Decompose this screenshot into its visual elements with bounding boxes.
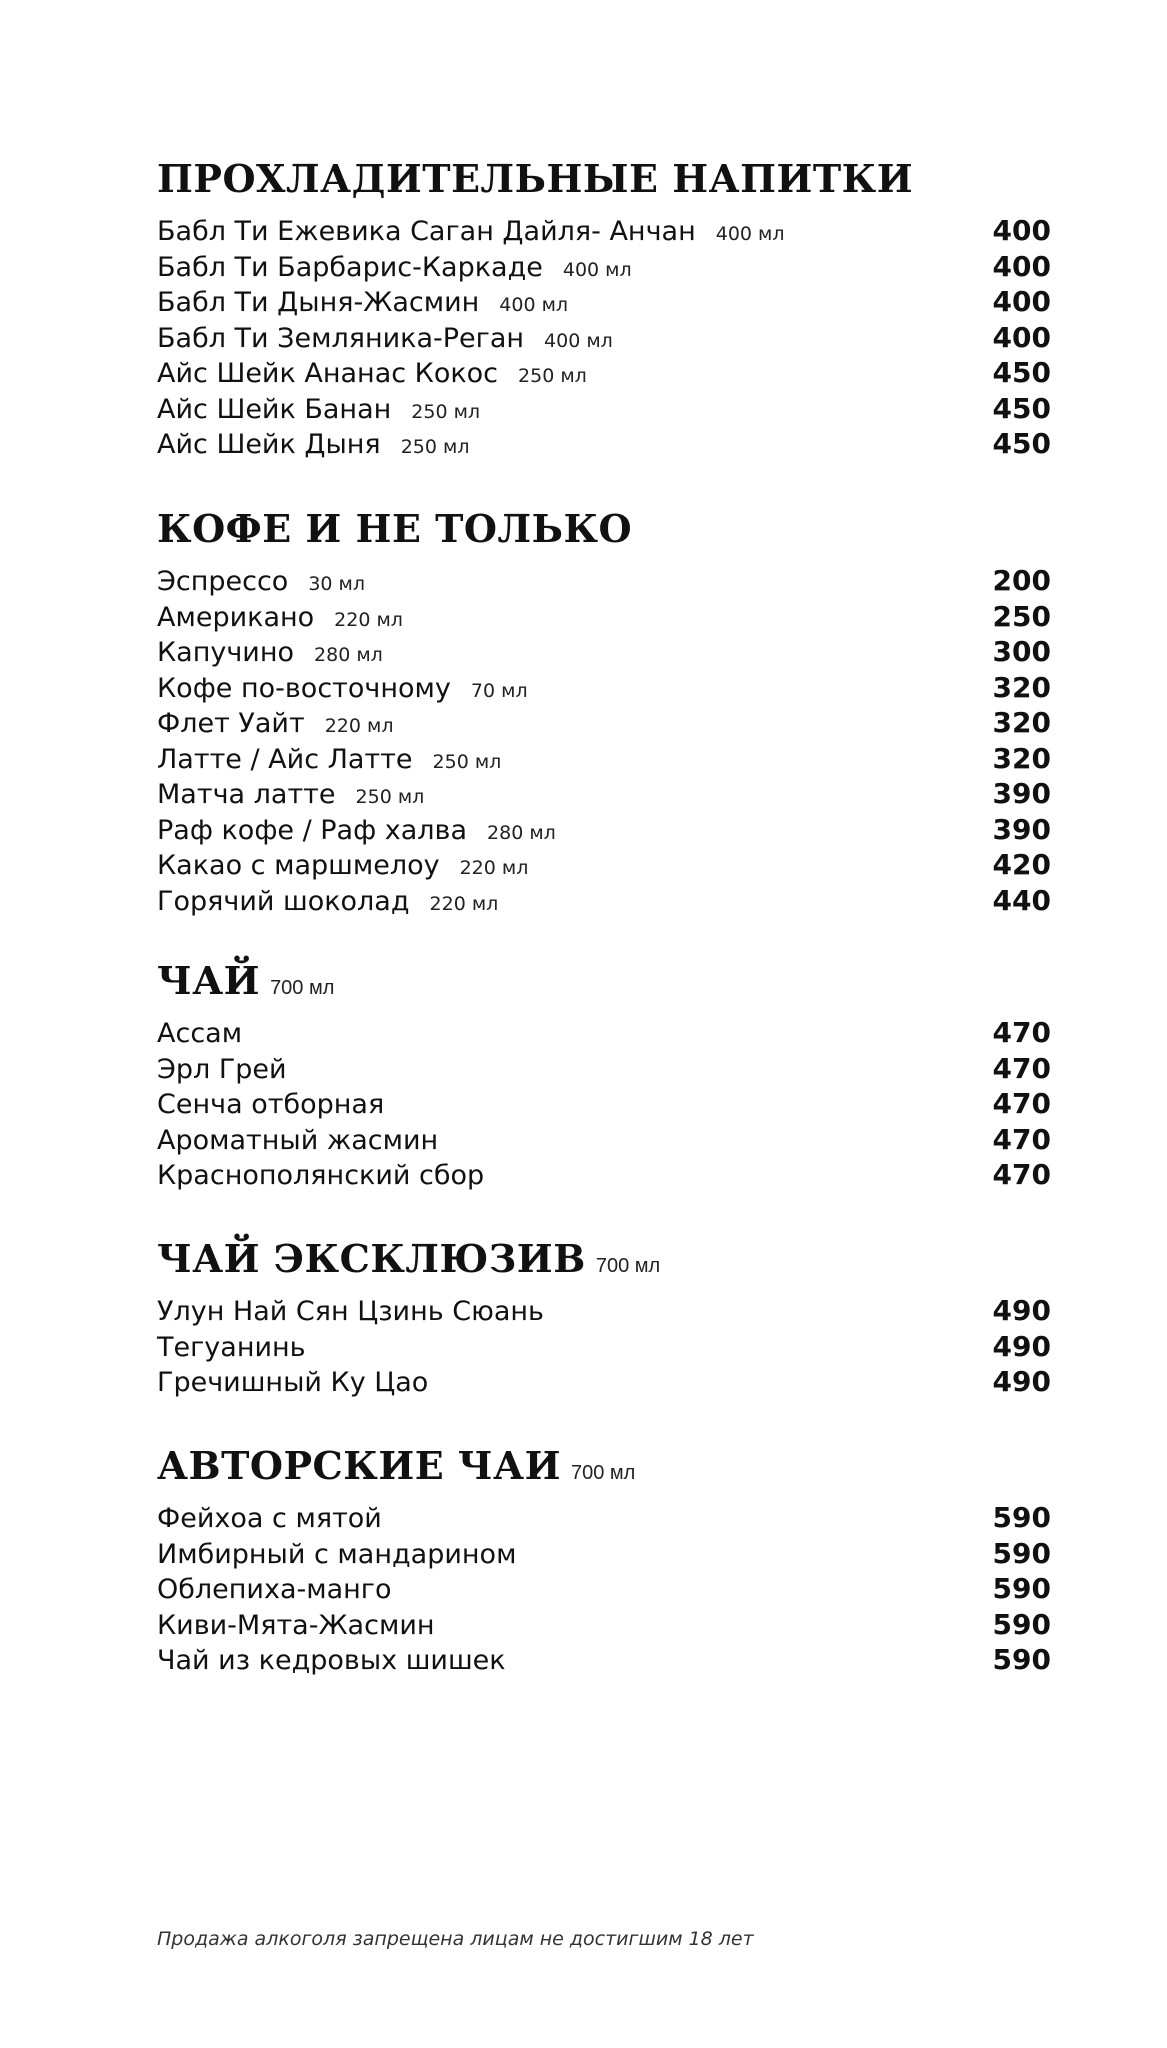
- item-price: 470: [992, 1051, 1051, 1085]
- menu-item: [157, 1365, 1051, 1401]
- menu-item: [157, 1016, 1051, 1052]
- item-price: 590: [992, 1572, 1051, 1605]
- section-title: ЧАЙ: [157, 958, 261, 1003]
- item-price: 590: [992, 1536, 1051, 1570]
- menu-item: [157, 671, 1051, 707]
- item-name: Айс Шейк Банан: [157, 393, 392, 425]
- item-name: Эрл Грей: [157, 1053, 287, 1085]
- menu-item: [157, 600, 1051, 636]
- menu-item: [157, 1294, 1051, 1330]
- menu-item: [157, 848, 1051, 884]
- item-name: Чай из кедровых шишек: [157, 1645, 506, 1676]
- section-heading: [157, 1236, 1051, 1294]
- item-name: Имбирный с мандарином: [157, 1538, 517, 1570]
- item-name: Сенча отборная: [157, 1089, 385, 1120]
- menu-item: [157, 706, 1051, 742]
- item-price: 470: [992, 1122, 1051, 1156]
- item-name: Какао с маршмелоу: [157, 850, 440, 881]
- menu-item: [157, 742, 1051, 778]
- section-cold-drinks: [157, 156, 1051, 463]
- menu-item: [157, 250, 1051, 286]
- item-name: Кофе по-восточному: [157, 672, 451, 704]
- item-name: Горячий шоколад: [157, 885, 410, 917]
- item-price: 390: [992, 812, 1051, 846]
- menu-item: [157, 1123, 1051, 1159]
- item-price: 590: [992, 1643, 1051, 1676]
- menu-item: [157, 1087, 1051, 1123]
- menu-item: [157, 1608, 1051, 1644]
- item-price: 390: [992, 777, 1051, 810]
- item-price: 250: [992, 599, 1051, 633]
- item-name: Латте / Айс Латте: [157, 743, 413, 775]
- item-price: 200: [992, 564, 1051, 597]
- item-name: Киви-Мята-Жасмин: [157, 1609, 435, 1641]
- menu-item: [157, 1501, 1051, 1537]
- item-name: Айс Шейк Дыня: [157, 429, 381, 460]
- section-volume: 700 мл: [270, 977, 335, 999]
- item-name: Флет Уайт: [157, 708, 305, 739]
- menu-item: [157, 285, 1051, 321]
- item-name: Бабл Ти Дыня-Жасмин: [157, 287, 480, 318]
- item-volume: 400 мл: [562, 258, 632, 281]
- menu-item: [157, 1537, 1051, 1573]
- section-heading: [157, 506, 1051, 564]
- item-volume: 280 мл: [314, 644, 383, 666]
- item-name: Матча латте: [157, 779, 336, 810]
- item-volume: 220 мл: [324, 715, 394, 737]
- section-title: ПРОХЛАДИТЕЛЬНЫЕ НАПИТКИ: [157, 156, 914, 201]
- menu-item: [157, 1572, 1051, 1608]
- menu-item: [157, 777, 1051, 813]
- item-name: Эспрессо: [157, 566, 289, 597]
- item-volume: 220 мл: [429, 892, 499, 915]
- menu-item: [157, 392, 1051, 428]
- item-price: 400: [992, 285, 1051, 318]
- item-price: 320: [992, 741, 1051, 775]
- footer-note: Продажа алкоголя запрещена лицам не достигшим 18 лет: [157, 1928, 754, 1950]
- section-author-tea: [157, 1443, 1051, 1679]
- menu-item: [157, 427, 1051, 463]
- item-price: 450: [992, 356, 1051, 389]
- item-volume: 250 мл: [432, 750, 502, 773]
- item-name: Облепиха-манго: [157, 1574, 392, 1605]
- item-volume: 30 мл: [308, 573, 366, 595]
- item-price: 400: [992, 214, 1051, 247]
- item-price: 320: [992, 706, 1051, 739]
- item-volume: 70 мл: [470, 679, 528, 702]
- item-price: 470: [992, 1158, 1051, 1191]
- section-title: КОФЕ И НЕ ТОЛЬКО: [157, 506, 633, 551]
- menu-item: [157, 1330, 1051, 1366]
- item-name: Ароматный жасмин: [157, 1124, 439, 1156]
- item-price: 300: [992, 635, 1051, 668]
- section-title: ЧАЙ ЭКСКЛЮЗИВ: [157, 1236, 586, 1281]
- item-price: 490: [992, 1365, 1051, 1398]
- section-heading: [157, 1443, 1051, 1501]
- item-name: Гречишный Ку Цао: [157, 1367, 429, 1398]
- menu-item: [157, 1158, 1051, 1194]
- item-volume: 280 мл: [487, 821, 556, 844]
- item-volume: 400 мл: [715, 223, 785, 245]
- item-price: 590: [992, 1501, 1051, 1534]
- item-price: 450: [992, 427, 1051, 460]
- section-heading: [157, 156, 1051, 214]
- item-volume: 250 мл: [518, 365, 587, 387]
- item-volume: 220 мл: [334, 608, 403, 631]
- item-price: 400: [992, 320, 1051, 354]
- item-name: Улун Най Сян Цзинь Сюань: [157, 1296, 544, 1327]
- item-name: Капучино: [157, 637, 295, 668]
- menu-item: [157, 1052, 1051, 1088]
- menu-item: [157, 1643, 1051, 1679]
- item-name: Айс Шейк Ананас Кокос: [157, 358, 499, 389]
- item-name: Бабл Ти Ежевика Саган Дайля- Анчан: [157, 216, 696, 247]
- item-name: Ассам: [157, 1018, 243, 1049]
- item-price: 420: [992, 848, 1051, 881]
- section-volume: 700 мл: [570, 1462, 636, 1484]
- item-name: Американо: [157, 601, 315, 633]
- item-name: Бабл Ти Земляника-Реган: [157, 322, 525, 354]
- section-volume: 700 мл: [595, 1255, 661, 1277]
- item-price: 470: [992, 1016, 1051, 1049]
- item-price: 450: [992, 391, 1051, 425]
- section-title: АВТОРСКИЕ ЧАИ: [157, 1443, 561, 1488]
- item-price: 400: [992, 249, 1051, 283]
- item-name: Краснополянский сбор: [157, 1160, 485, 1191]
- item-volume: 220 мл: [459, 857, 529, 879]
- item-price: 440: [992, 883, 1051, 917]
- menu-item: [157, 884, 1051, 920]
- section-tea: [157, 958, 1051, 1194]
- menu-item: [157, 813, 1051, 849]
- item-price: 490: [992, 1329, 1051, 1363]
- item-price: 470: [992, 1087, 1051, 1120]
- item-volume: 250 мл: [411, 400, 481, 423]
- item-volume: 250 мл: [400, 436, 470, 458]
- menu-item: [157, 635, 1051, 671]
- item-name: Фейхоа с мятой: [157, 1503, 382, 1534]
- item-name: Бабл Ти Барбарис-Каркаде: [157, 251, 543, 283]
- item-name: Раф кофе / Раф халва: [157, 814, 468, 846]
- item-name: Тегуанинь: [157, 1331, 306, 1363]
- menu-item: [157, 564, 1051, 600]
- item-volume: 400 мл: [544, 329, 613, 352]
- item-volume: 250 мл: [355, 786, 425, 808]
- menu-item: [157, 356, 1051, 392]
- item-price: 320: [992, 670, 1051, 704]
- item-price: 490: [992, 1294, 1051, 1327]
- item-volume: 400 мл: [499, 294, 569, 316]
- section-coffee: [157, 506, 1051, 919]
- section-tea-exclusive: [157, 1236, 1051, 1401]
- section-heading: [157, 958, 1051, 1016]
- menu-item: [157, 321, 1051, 357]
- item-price: 590: [992, 1607, 1051, 1641]
- menu-item: [157, 214, 1051, 250]
